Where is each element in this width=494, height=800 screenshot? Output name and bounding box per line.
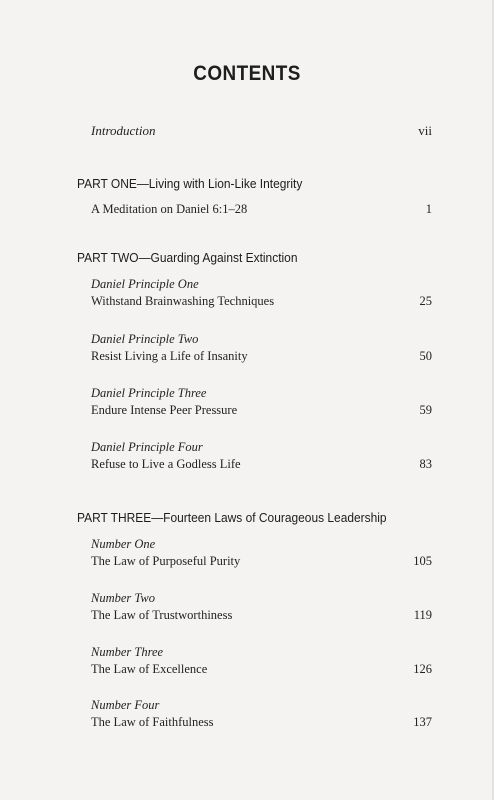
toc-page-number: 119 (413, 608, 432, 622)
toc-entry-label: Number Two (91, 591, 156, 605)
toc-entry[interactable] (91, 644, 432, 678)
toc-entry-label: Number Three (91, 645, 164, 659)
toc-entry-title: Withstand Brainwashing Techniques (91, 294, 275, 308)
toc-entry-title: A Meditation on Daniel 6:1–28 (91, 202, 248, 216)
toc-entry-title: The Law of Excellence (91, 662, 208, 676)
toc-entry-label: Introduction (91, 123, 156, 138)
toc-entry-title: The Law of Trustworthiness (91, 608, 233, 622)
part-two-heading: PART TWO—Guarding Against Extinction (77, 250, 298, 265)
toc-entry[interactable] (91, 590, 432, 624)
toc-entry-introduction[interactable] (91, 123, 432, 139)
toc-entry[interactable] (91, 201, 432, 218)
toc-entry-title: Refuse to Live a Godless Life (91, 457, 241, 471)
toc-entry[interactable] (91, 536, 432, 570)
toc-entry-label: Daniel Principle Three (91, 386, 207, 400)
toc-page-number: 126 (413, 662, 432, 676)
toc-entry-label: Daniel Principle One (91, 277, 199, 291)
toc-entry[interactable] (91, 439, 432, 473)
toc-entry-label: Daniel Principle Four (91, 440, 203, 454)
toc-entry[interactable] (91, 331, 432, 365)
toc-entry-title: The Law of Faithfulness (91, 715, 214, 729)
toc-page-number: 25 (419, 294, 432, 308)
toc-entry-title: Resist Living a Life of Insanity (91, 349, 248, 363)
part-three-heading: PART THREE—Fourteen Laws of Courageous Leadership (77, 510, 387, 525)
toc-page-number: 50 (419, 349, 432, 363)
toc-page-number: 137 (413, 715, 432, 729)
toc-entry[interactable] (91, 697, 432, 731)
toc-entry-title: The Law of Purposeful Purity (91, 554, 241, 568)
toc-entry[interactable] (91, 385, 432, 419)
toc-entry-label: Number One (91, 537, 156, 551)
toc-page-number: 83 (419, 457, 432, 471)
toc-entry[interactable] (91, 276, 432, 310)
toc-page-number: 105 (413, 554, 432, 568)
toc-entry-title: Endure Intense Peer Pressure (91, 403, 238, 417)
toc-page-number: 59 (419, 403, 432, 417)
toc-entry-label: Number Four (91, 698, 160, 712)
toc-entry-label: Daniel Principle Two (91, 332, 199, 346)
toc-page-number: vii (418, 123, 432, 138)
page-title: CONTENTS (193, 62, 301, 85)
toc-page-number: 1 (425, 202, 432, 216)
part-one-heading: PART ONE—Living with Lion-Like Integrity (77, 176, 303, 191)
